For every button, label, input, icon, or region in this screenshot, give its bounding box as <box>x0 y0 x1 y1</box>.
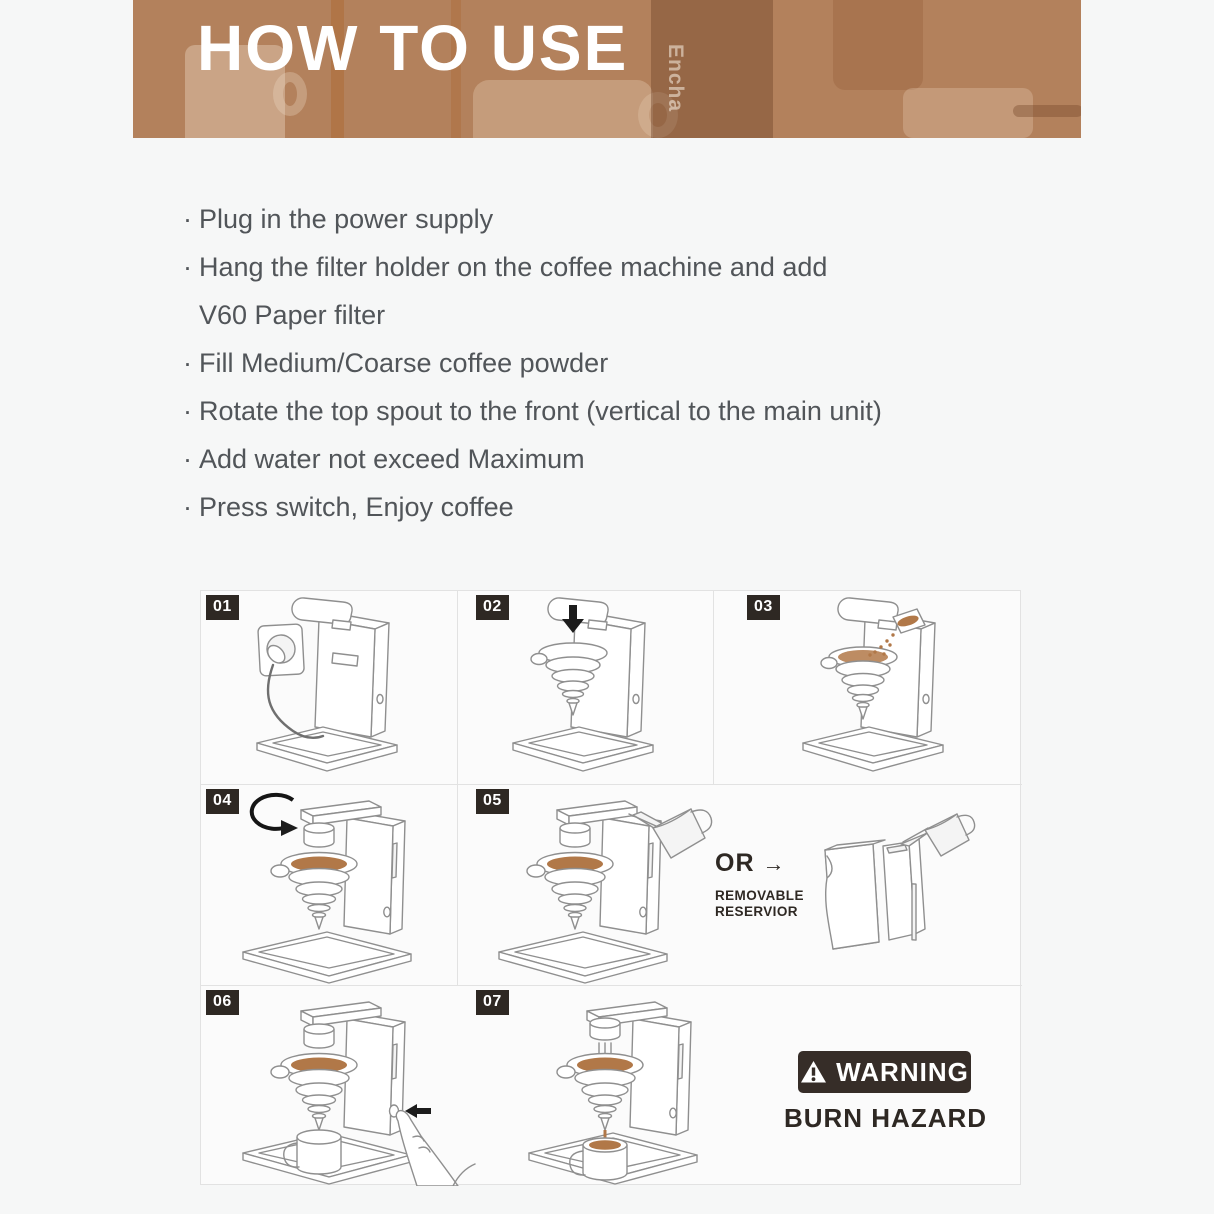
instruction-text: V60 Paper filter <box>199 300 386 330</box>
bullet: · <box>183 252 192 282</box>
step-badge-01: 01 <box>206 595 239 620</box>
right-arrow-icon: → <box>762 851 786 876</box>
instruction-text: Fill Medium/Coarse coffee powder <box>199 348 609 378</box>
step-badge-03: 03 <box>747 595 780 620</box>
package-box-text: Encha <box>664 44 687 113</box>
step-06-illustration <box>201 985 521 1186</box>
instruction-line <box>183 483 1083 531</box>
instruction-line <box>183 291 1083 339</box>
warning-panel <box>749 985 1022 1186</box>
reservoir-label-line1: REMOVABLE <box>715 888 804 903</box>
removable-reservoir <box>825 838 925 949</box>
step-01-illustration <box>201 591 457 784</box>
instruction-line <box>183 387 1083 435</box>
bullet: · <box>183 396 192 426</box>
pressing-hand <box>396 1111 475 1186</box>
step-badge-06: 06 <box>206 990 239 1015</box>
instruction-text: Hang the filter holder on the coffee machine and add <box>199 252 828 282</box>
or-reservoir-label <box>715 849 804 920</box>
bullet: · <box>183 348 192 378</box>
step-badge-04: 04 <box>206 789 239 814</box>
warning-label: WARNING <box>836 1056 969 1087</box>
instruction-text: Plug in the power supply <box>199 204 494 234</box>
warning-box <box>798 1051 971 1093</box>
or-label: OR <box>715 849 755 877</box>
instruction-line <box>183 435 1083 483</box>
rotate-arrow-icon <box>252 795 298 836</box>
instruction-list <box>183 195 1083 531</box>
instruction-line <box>183 195 1083 243</box>
instruction-text: Add water not exceed Maximum <box>199 444 585 474</box>
bullet: · <box>183 204 192 234</box>
banner-photo-machine-arm <box>1013 105 1081 117</box>
header-banner <box>133 0 1081 138</box>
banner-photo-mug <box>473 80 653 138</box>
burn-hazard-label: BURN HAZARD <box>783 1103 988 1133</box>
bullet: · <box>183 492 192 522</box>
step-badge-02: 02 <box>476 595 509 620</box>
instruction-line <box>183 243 1083 291</box>
step-badge-05: 05 <box>476 789 509 814</box>
bullet: · <box>183 444 192 474</box>
steps-grid <box>200 590 1021 1185</box>
banner-photo-machine <box>833 0 923 90</box>
instruction-line <box>183 339 1083 387</box>
instruction-text: Press switch, Enjoy coffee <box>199 492 514 522</box>
warning-triangle-icon <box>800 1060 827 1084</box>
reservoir-label-line2: RESERVIOR <box>715 904 798 919</box>
step-badge-07: 07 <box>476 990 509 1015</box>
instruction-text: Rotate the top spout to the front (vertical to the main unit) <box>199 396 882 426</box>
step-04-illustration <box>201 784 457 985</box>
page-title: HOW TO USE <box>197 12 629 84</box>
